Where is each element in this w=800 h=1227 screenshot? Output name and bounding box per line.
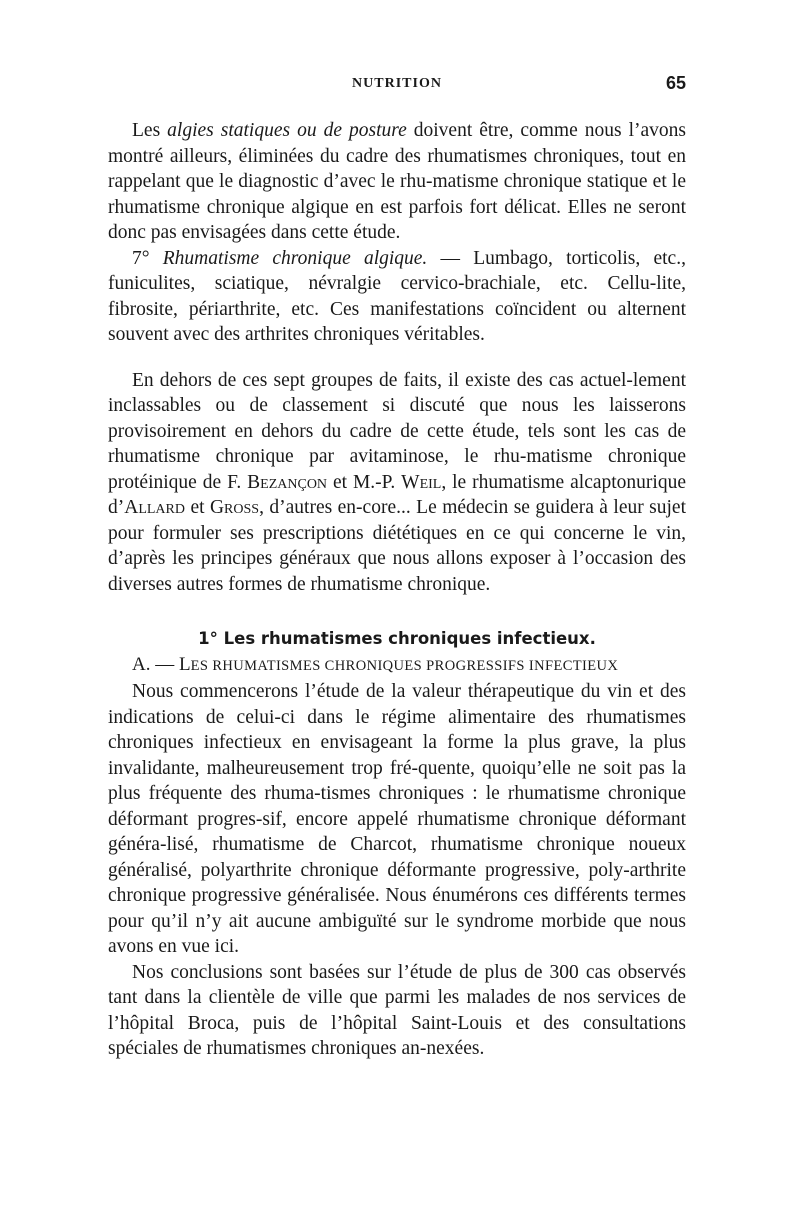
author-name: Gross: [209, 497, 260, 518]
paragraph-conclusions: Nos conclusions sont basées sur l’étude de plus de 300 cas observés tant dans la clientèle de ville que parmi les malades de nos services de l’hôpital Broca, puis de l’hôpital Saint-Louis et des consultations spéciales de rhumatismes chroniques an-nexées.: [108, 961, 686, 1059]
paragraph-rhumatisme-algique: [108, 246, 686, 348]
author-name: Bezançon: [247, 471, 328, 493]
p3-text-1: En dehors de ces sept groupes de faits, il existe des cas actuel-lement inclassables ou de classement si discuté que nous les laisserons provisoirement en dehors du cadre de cette étude, tels sont les cas de rhumatisme chronique par avitaminose, le rhu-matisme chronique protéinique de F.: [108, 369, 686, 493]
body-text: [108, 118, 686, 1062]
p3-text-3: , le rhumatisme alcaptonurique d’: [108, 471, 686, 518]
author-name: Allard: [124, 497, 185, 518]
subsection-heading: [108, 652, 686, 680]
p1-emphasis: algies statiques ou de posture: [167, 120, 407, 141]
subsection-lead: A. — L: [132, 653, 191, 675]
page-header: [108, 73, 686, 102]
running-title: NUTRITION: [352, 76, 442, 91]
p3-text-4: et: [185, 497, 210, 518]
p2-number: 7°: [132, 247, 163, 269]
paragraph-algies-statiques: [108, 118, 686, 246]
p3-text-2: et M.-P.: [327, 471, 402, 493]
subsection-title: ES RHUMATISMES CHRONIQUES PROGRESSIFS INFECTIEUX: [190, 657, 619, 674]
p2-text: — Lumbago, torticolis, etc., funiculites, sciatique, névralgie cervico-brachiale, etc. Cellu-lite, fibrosite, périarthrite, etc. Ces manifestations coïncident ou alternent souvent avec des arthrites chroniques véritables.: [108, 247, 686, 345]
paragraph-cas-inclassables: [108, 368, 686, 598]
p3-text-5: , d’autres en-core... Le médecin se guidera à leur sujet pour formuler ses prescriptions diététiques en ce qui concerne le vin, d’après les principes généraux que nous allons exposer à l’occasion des diverses autres formes de rhumatisme chronique.: [108, 497, 686, 595]
paragraph-rhumatisme-deformant: Nous commencerons l’étude de la valeur thérapeutique du vin et des indications de celui-ci dans le régime alimentaire des rhumatismes chroniques infectieux en envisageant la forme la plus grave, la plus invalidante, malheureusement trop fré-quente, quoiqu’elle ne soit pas la plus fréquente des rhuma-tismes chroniques : le rhumatisme chronique déformant progres-sif, encore appelé rhumatisme chronique déformant généra-lisé, rhumatisme de Charcot, rhumatisme chronique noueux généralisé, polyarthrite chronique déformante progressive, poly-arthrite chronique progressive généralisée. Nous énumérons ces différents termes pour qu’il n’y ait aucune ambiguïté sur le syndrome morbide que nous avons en vue ici.: [108, 681, 686, 957]
author-name: Weil: [401, 471, 442, 493]
section-heading: 1° Les rhumatismes chroniques infectieux.: [198, 629, 596, 648]
p1-text-1: Les: [132, 120, 168, 141]
page-number: 65: [665, 73, 686, 93]
p1-text-2: doivent être, comme nous l’avons montré ailleurs, éliminées du cadre des rhumatismes chroniques, tout en rappelant que le diagnostic d’avec le rhu-matisme chronique statique et le rhumatisme chronique algique en est parfois fort délicat. Elles ne seront donc pas envisagées dans cette étude.: [108, 120, 686, 243]
p2-emphasis: Rhumatisme chronique algique.: [162, 247, 428, 269]
